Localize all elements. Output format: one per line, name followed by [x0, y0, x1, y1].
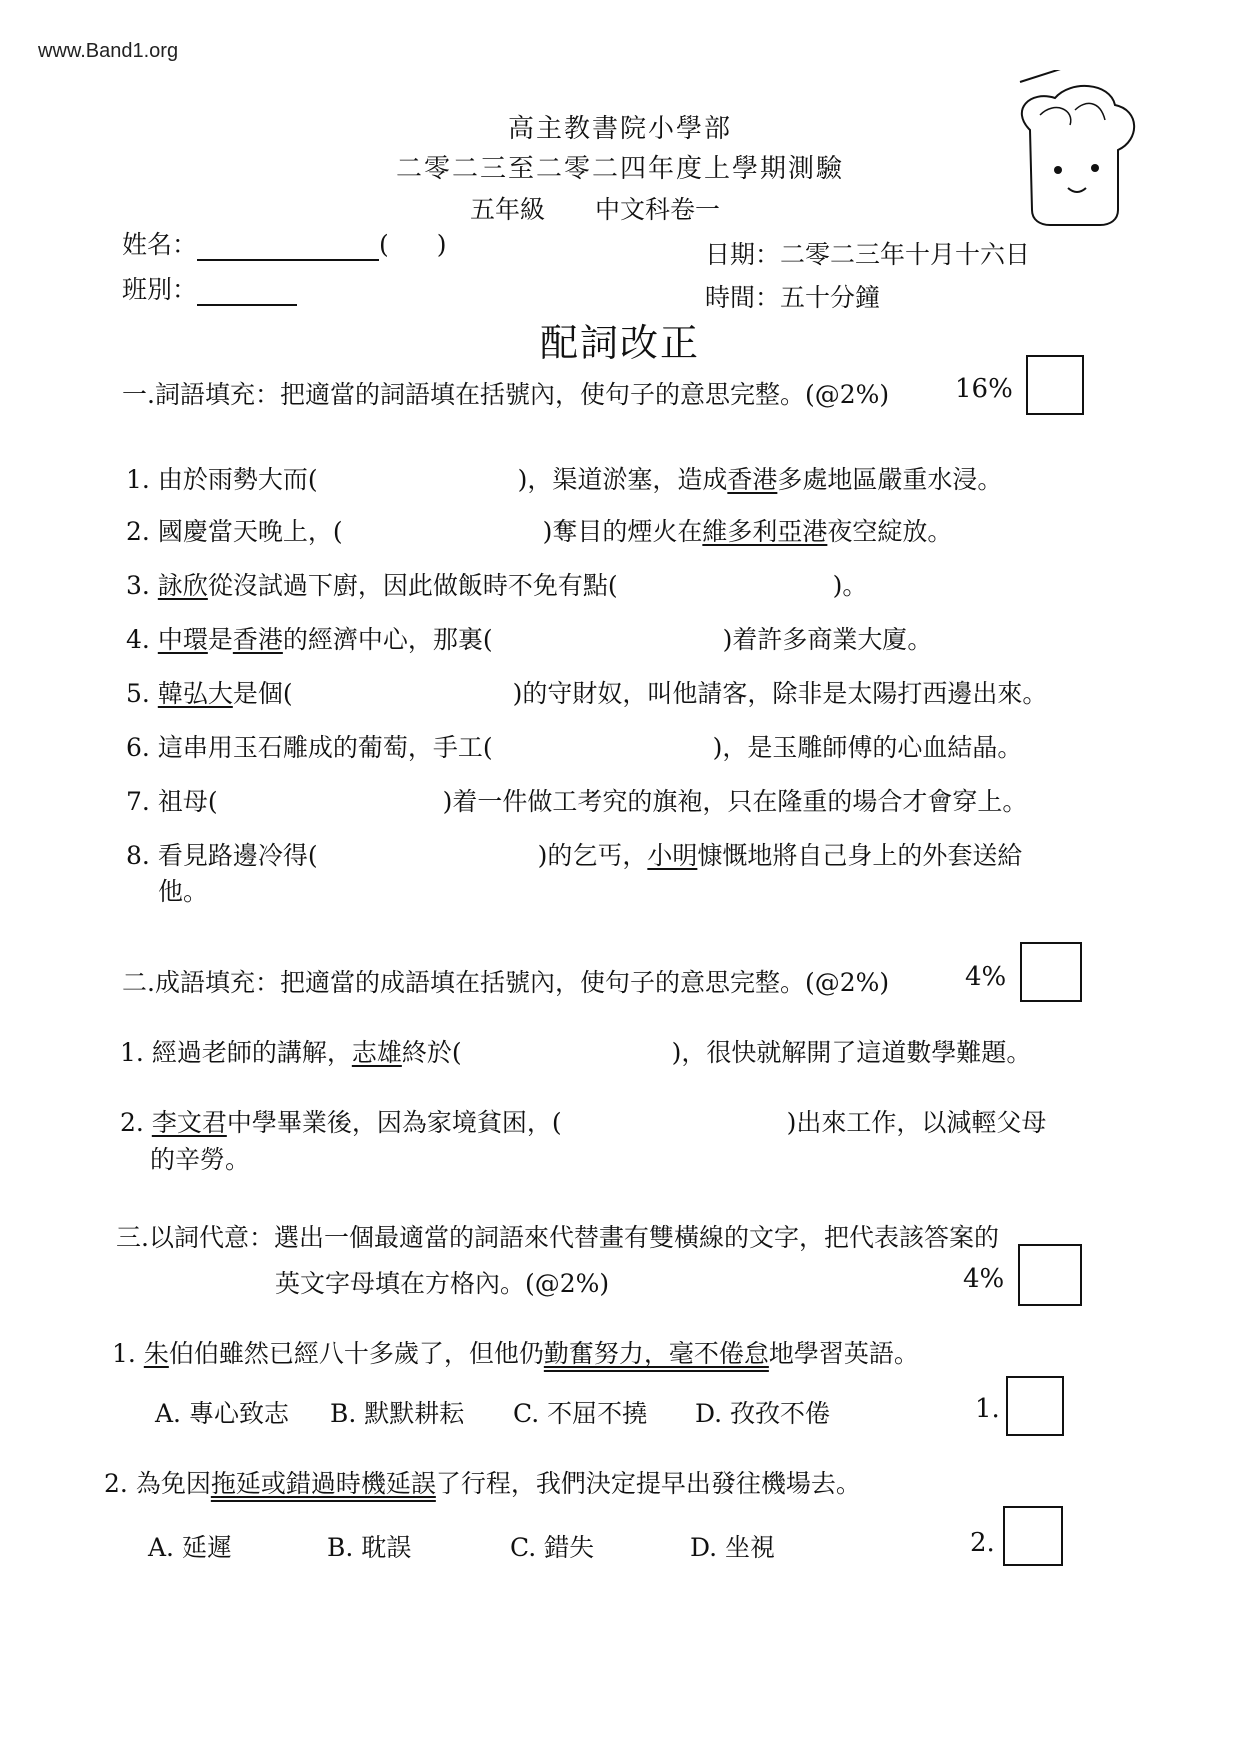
- s1-question-4: 4. 中環是香港的經濟中心，那裏( )着許多商業大廈。: [126, 625, 933, 654]
- exam-date: 日期：二零二三年十月十六日: [705, 240, 1031, 269]
- paper-label: 中文科卷一: [595, 195, 721, 224]
- s3-question-2: 2. 為免因拖延或錯過時機延誤了行程，我們決定提早出發往機場去。: [104, 1469, 861, 1498]
- s3-q2-option-d[interactable]: D. 坐視: [690, 1533, 776, 1562]
- section2-score-box[interactable]: [1020, 942, 1082, 1002]
- section1-heading: 一.詞語填充：把適當的詞語填在括號內，使句子的意思完整。(@2%): [122, 380, 890, 409]
- s3-q2-answer-box[interactable]: [1003, 1506, 1063, 1566]
- s1-question-8-cont: 他。: [158, 877, 209, 906]
- class-field[interactable]: [122, 270, 297, 306]
- section3-heading-line2: 英文字母填在方格內。(@2%): [275, 1269, 610, 1298]
- s3-q2-box-label: 2.: [970, 1528, 995, 1558]
- s1-question-2: 2. 國慶當天晚上，( )奪目的煙火在維多利亞港夜空綻放。: [126, 517, 953, 546]
- s3-q2-target-phrase: 拖延或錯過時機延誤: [210, 1469, 436, 1498]
- class-no-paren-close: ): [436, 230, 447, 259]
- name-line[interactable]: [197, 259, 379, 261]
- section2-score: 4%: [965, 962, 1007, 992]
- s2-question-2-cont: 的辛勞。: [150, 1145, 251, 1174]
- section3-heading-line1: 三.以詞代意：選出一個最適當的詞語來代替畫有雙橫線的文字，把代表該答案的: [116, 1223, 999, 1252]
- s3-q2-option-b[interactable]: B. 耽誤: [327, 1533, 412, 1562]
- section1-score: 16%: [955, 374, 1013, 404]
- exam-title: 二零二三至二零二四年度上學期測驗: [395, 154, 844, 184]
- section1-score-box[interactable]: [1026, 355, 1084, 415]
- s1-question-8: 8. 看見路邊冷得( )的乞丐，小明慷慨地將自己身上的外套送給: [126, 841, 1023, 870]
- s3-q1-option-c[interactable]: C. 不屈不撓: [513, 1399, 648, 1428]
- s3-q1-option-a[interactable]: A. 專心致志: [155, 1399, 289, 1428]
- section2-heading: 二.成語填充：把適當的成語填在括號內，使句子的意思完整。(@2%): [122, 968, 890, 997]
- grade-label: 五年級: [470, 195, 546, 224]
- name-label: 姓名：: [122, 230, 198, 259]
- s1-question-5: 5. 韓弘大是個( )的守財奴，叫他請客，除非是太陽打西邊出來。: [126, 679, 1048, 708]
- s3-q1-option-b[interactable]: B. 默默耕耘: [330, 1399, 465, 1428]
- site-watermark: www.Band1.org: [38, 40, 179, 62]
- s1-question-1: 1. 由於雨勢大而( )，渠道淤塞，造成香港多處地區嚴重水浸。: [126, 465, 1003, 494]
- s2-question-1: 1. 經過老師的講解，志雄終於( )，很快就解開了這道數學難題。: [120, 1038, 1032, 1067]
- s3-q2-option-a[interactable]: A. 延遲: [148, 1533, 232, 1562]
- s2-question-2: 2. 李文君中學畢業後，因為家境貧困，( )出來工作，以減輕父母: [120, 1108, 1047, 1137]
- class-label: 班別：: [122, 275, 198, 304]
- section3-score: 4%: [963, 1264, 1005, 1294]
- s1-question-3: 3. 詠欣從沒試過下廚，因此做飯時不免有點( )。: [126, 571, 868, 600]
- s3-q1-target-phrase: 勤奮努力，毫不倦怠: [543, 1339, 769, 1368]
- name-field[interactable]: [122, 225, 447, 261]
- section3-score-box[interactable]: [1018, 1244, 1082, 1306]
- s1-question-7: 7. 祖母( )着一件做工考究的旗袍，只在隆重的場合才會穿上。: [126, 787, 1028, 816]
- school-name: 高主教書院小學部: [507, 114, 732, 144]
- class-line[interactable]: [197, 304, 297, 306]
- s3-q1-box-label: 1.: [975, 1394, 1000, 1424]
- class-no-paren-open: (: [379, 230, 389, 259]
- s3-q2-option-c[interactable]: C. 錯失: [510, 1533, 595, 1562]
- s1-question-6: 6. 這串用玉石雕成的葡萄，手工( )，是玉雕師傅的心血結晶。: [126, 733, 1023, 762]
- page-title: 配詞改正: [539, 321, 700, 365]
- s3-q1-answer-box[interactable]: [1006, 1376, 1064, 1436]
- exam-time: 時間：五十分鐘: [705, 283, 881, 312]
- s3-question-1: 1. 朱伯伯雖然已經八十多歲了，但他仍勤奮努力，毫不倦怠地學習英語。: [112, 1339, 919, 1368]
- s3-q1-option-d[interactable]: D. 孜孜不倦: [695, 1399, 831, 1428]
